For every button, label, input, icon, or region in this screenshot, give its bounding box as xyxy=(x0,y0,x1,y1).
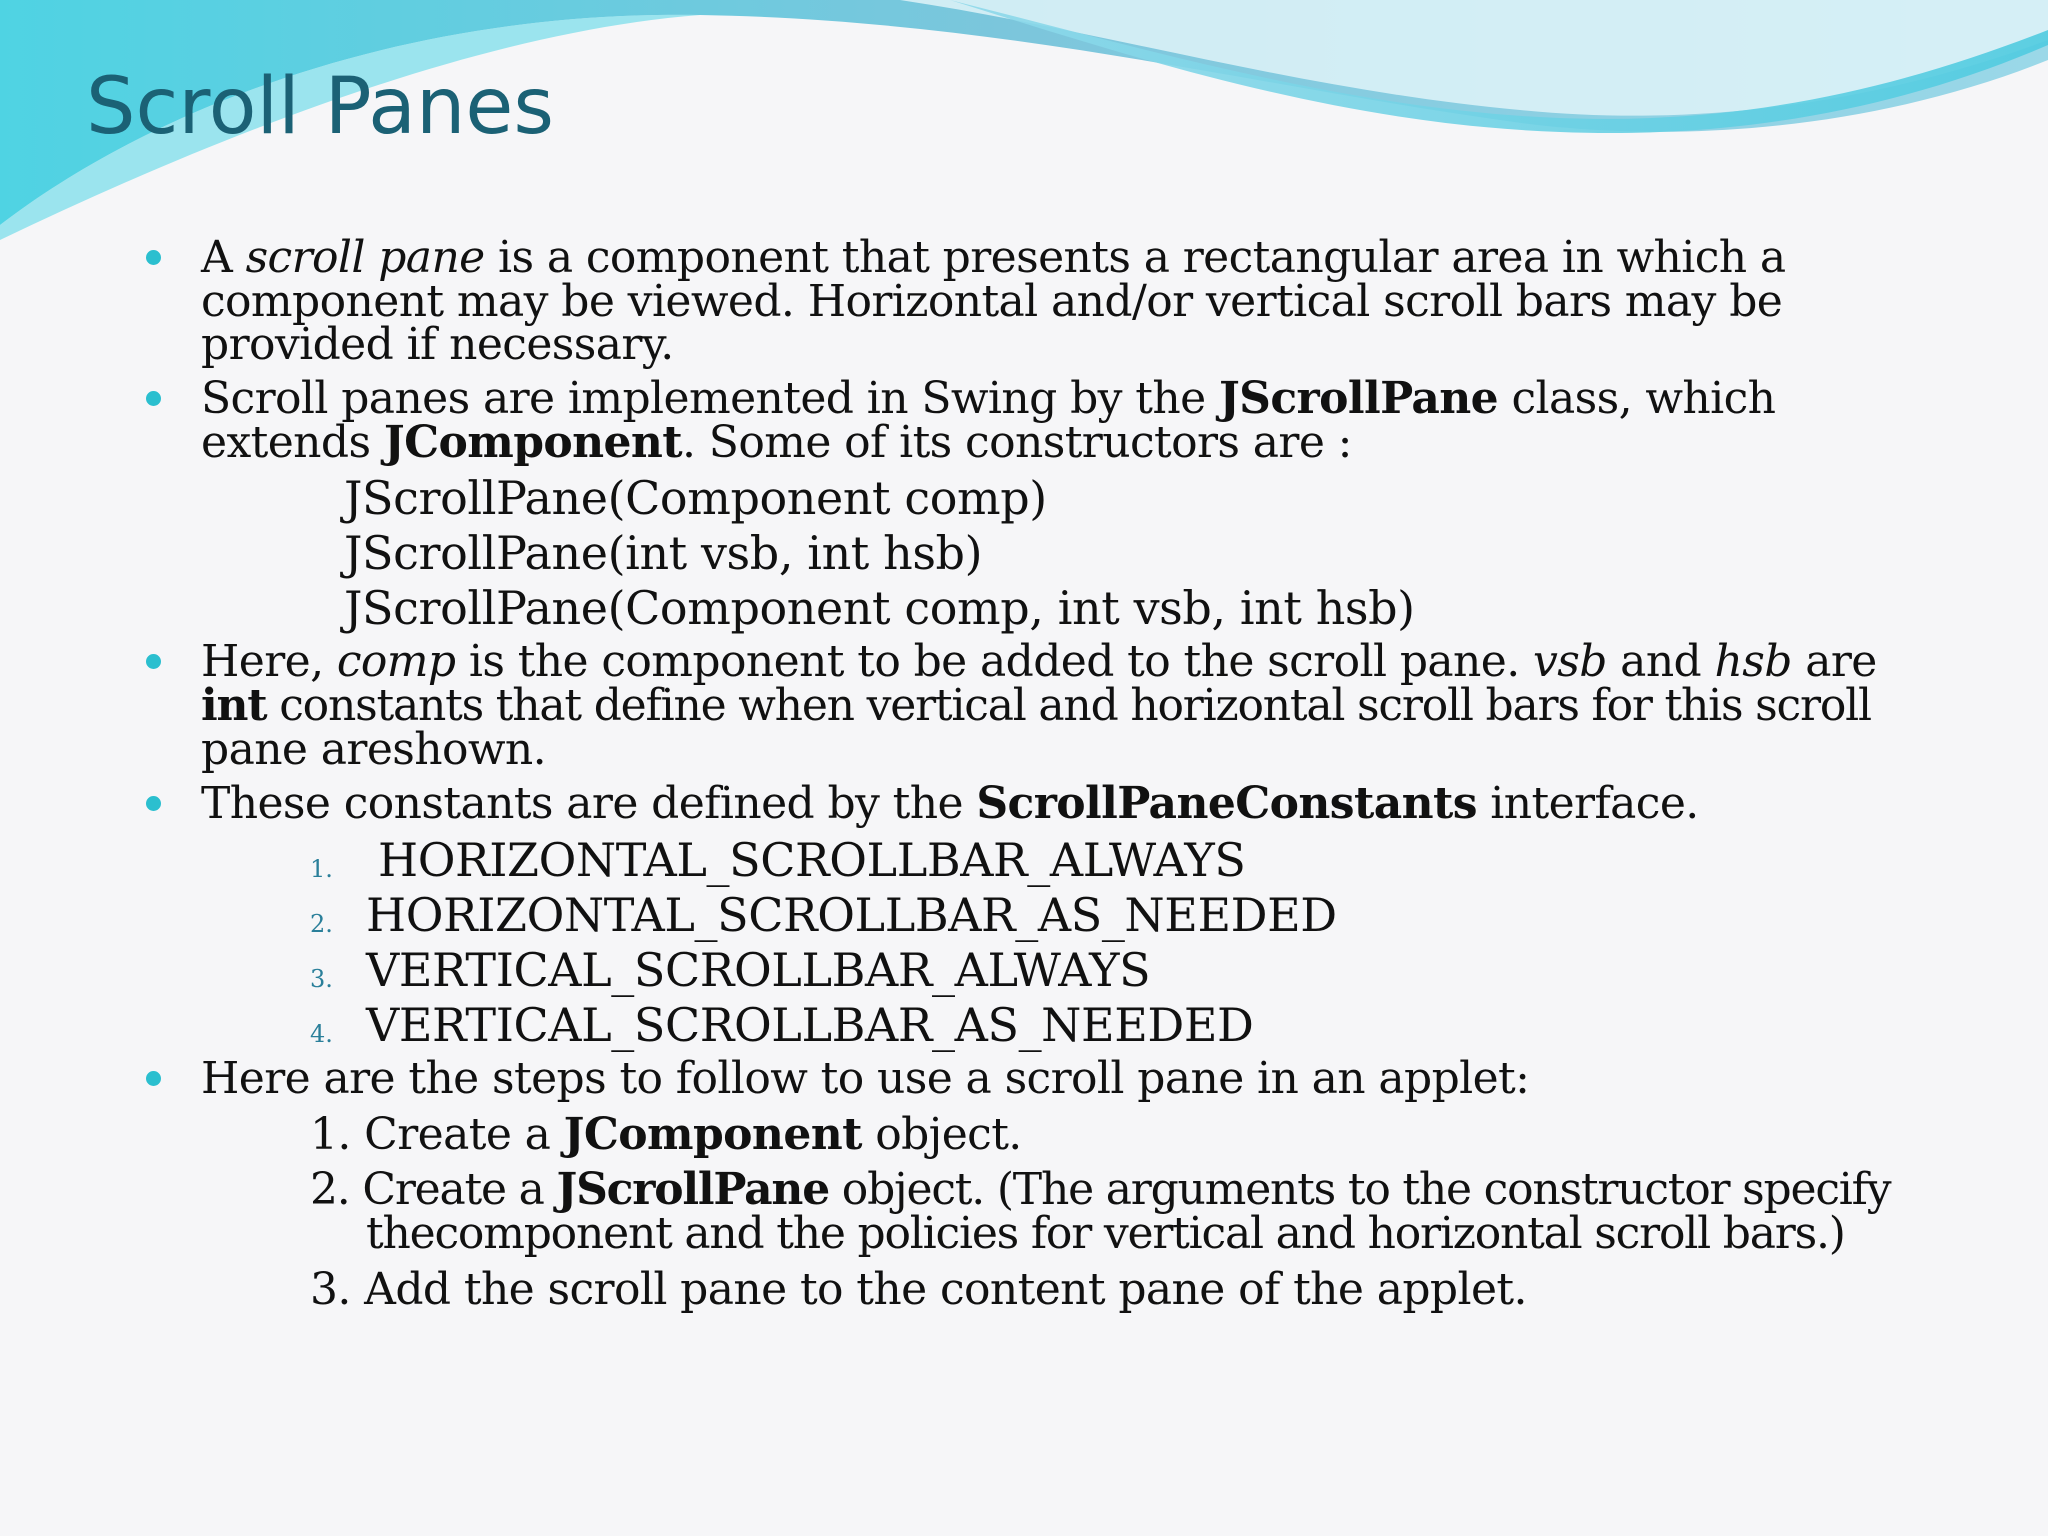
text-run: is a component that presents a rectangular area in which a xyxy=(484,232,1786,283)
paragraph-2-line-1 xyxy=(201,373,1776,424)
class-name-jcomponent: JComponent xyxy=(563,1109,862,1160)
bullet-icon xyxy=(146,796,161,811)
paragraph-2-line-2 xyxy=(201,417,1352,468)
interface-name: ScrollPaneConstants xyxy=(976,778,1477,829)
term-hsb: hsb xyxy=(1714,636,1792,687)
step-1 xyxy=(310,1109,1022,1160)
text-run: and xyxy=(1606,636,1715,687)
text-run: 2. Create a xyxy=(310,1164,557,1215)
text-run: object. xyxy=(861,1109,1022,1160)
paragraph-3-line-3: pane areshown. xyxy=(201,724,547,775)
paragraph-1-line-3: provided if necessary. xyxy=(201,319,674,370)
list-number: 1. xyxy=(310,855,333,883)
constant-item: HORIZONTAL_SCROLLBAR_AS_NEEDED xyxy=(366,888,1337,942)
step-2-line-2: thecomponent and the policies for vertical and horizontal scroll bars.) xyxy=(366,1208,1845,1259)
list-number: 4. xyxy=(310,1020,333,1048)
list-number: 2. xyxy=(310,910,333,938)
text-run: A xyxy=(201,232,246,283)
paragraph-4-line-1 xyxy=(201,778,1699,829)
text-run: interface. xyxy=(1476,778,1699,829)
constant-item: VERTICAL_SCROLLBAR_AS_NEEDED xyxy=(366,998,1254,1052)
text-run: Scroll panes are implemented in Swing by the xyxy=(201,373,1219,424)
text-run: is the component to be added to the scroll pane. xyxy=(455,636,1533,687)
slide-title: Scroll Panes xyxy=(86,62,554,152)
paragraph-3-line-2 xyxy=(201,680,1871,731)
paragraph-1-line-2: component may be viewed. Horizontal and/or vertical scroll bars may be xyxy=(201,276,1783,327)
text-run: are xyxy=(1791,636,1877,687)
term-vsb: vsb xyxy=(1532,636,1607,687)
keyword-int: int xyxy=(201,680,267,731)
text-run: These constants are defined by the xyxy=(201,778,977,829)
bullet-icon xyxy=(146,250,161,265)
text-run: class, which xyxy=(1498,373,1776,424)
text-run: object. (The arguments to the constructor specify xyxy=(829,1164,1891,1215)
constant-item: HORIZONTAL_SCROLLBAR_ALWAYS xyxy=(378,833,1246,887)
step-3: 3. Add the scroll pane to the content pane of the applet. xyxy=(310,1264,1527,1315)
term-scroll-pane: scroll pane xyxy=(245,232,485,283)
bullet-icon xyxy=(146,391,161,406)
class-name-jscrollpane: JScrollPane xyxy=(556,1164,830,1215)
term-comp: comp xyxy=(336,636,456,687)
class-name-jcomponent: JComponent xyxy=(383,417,683,468)
class-name-jscrollpane: JScrollPane xyxy=(1218,373,1499,424)
text-run: constants that define when vertical and horizontal scroll bars for this scroll xyxy=(266,680,1871,731)
text-run: extends xyxy=(201,417,384,468)
text-run: Here, xyxy=(201,636,337,687)
constructor-item: JScrollPane(Component comp) xyxy=(344,471,1047,525)
step-2-line-1 xyxy=(310,1164,1891,1215)
bullet-icon xyxy=(146,654,161,669)
list-number: 3. xyxy=(310,965,333,993)
constant-item: VERTICAL_SCROLLBAR_ALWAYS xyxy=(366,943,1151,997)
paragraph-1-line-1 xyxy=(201,232,1786,283)
constructor-item: JScrollPane(int vsb, int hsb) xyxy=(344,526,983,580)
paragraph-3-line-1 xyxy=(201,636,1877,687)
bullet-icon xyxy=(146,1071,161,1086)
text-run: . Some of its constructors are : xyxy=(682,417,1352,468)
paragraph-5-line-1: Here are the steps to follow to use a scroll pane in an applet: xyxy=(201,1053,1530,1104)
text-run: 1. Create a xyxy=(310,1109,564,1160)
constructor-item: JScrollPane(Component comp, int vsb, int hsb) xyxy=(344,581,1415,635)
